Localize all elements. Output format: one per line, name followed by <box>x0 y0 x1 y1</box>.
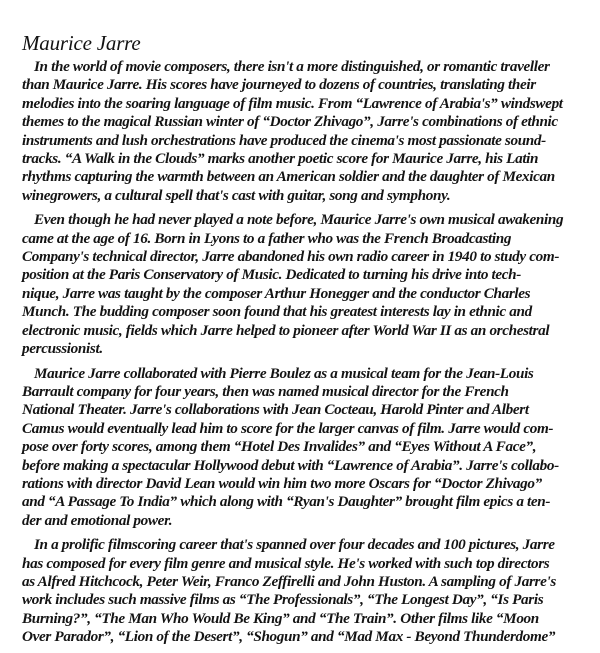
text-line: In a prolific filmscoring career that's spanned over four decades and 100 pictures, Jarre <box>34 536 555 554</box>
text-line: tracks. “A Walk in the Clouds” marks another poetic score for Maurice Jarre, his Latin <box>22 150 539 168</box>
paragraph-1 <box>22 58 582 205</box>
text-line: than Maurice Jarre. His scores have journeyed to dozens of countries, translating their <box>22 76 536 94</box>
text-line: National Theater. Jarre's collaborations with Jean Cocteau, Harold Pinter and Albert <box>22 401 529 419</box>
text-line: melodies into the soaring language of film music. From “Lawrence of Arabia's” windswept <box>22 94 563 112</box>
text-line: position at the Paris Conservatory of Music. Dedicated to turning his drive into tech- <box>22 266 521 284</box>
text-line: rations with director David Lean would win him two more Oscars for “Doctor Zhivago” <box>22 474 542 492</box>
text-line: rhythms capturing the warmth between an American soldier and the daughter of Mexican <box>22 168 555 186</box>
text-line: percussionist. <box>22 340 103 358</box>
document-title: Maurice Jarre <box>22 31 141 55</box>
text-line: as Alfred Hitchcock, Peter Weir, Franco Zeffirelli and John Huston. A sampling of Jarre's <box>22 572 556 590</box>
text-line: Maurice Jarre collaborated with Pierre Boulez as a musical team for the Jean-Louis <box>34 364 534 382</box>
text-line: Camus would eventually lead him to score for the larger canvas of film. Jarre would com- <box>22 419 554 437</box>
paragraph-3 <box>22 365 582 531</box>
text-line: and “A Passage To India” which along with “Ryan's Daughter” brought film epics a ten- <box>22 493 551 511</box>
text-line: winegrowers, a cultural spell that's cast with guitar, song and symphony. <box>22 186 451 204</box>
text-line: has composed for every film genre and musical style. He's worked with such top directors <box>22 554 550 572</box>
text-line: instruments and lush orchestrations have produced the cinema's most passionate sound- <box>22 131 546 149</box>
text-line: nique, Jarre was taught by the composer Arthur Honegger and the conductor Charles <box>22 284 531 302</box>
text-line: work includes such massive films as “The Professionals”, “The Longest Day”, “Is Paris <box>22 591 544 609</box>
text-line: Even though he had never played a note before, Maurice Jarre's own musical awakening <box>34 211 564 229</box>
text-line: Burning?”, “The Man Who Would Be King” and “The Train”. Other films like “Moon <box>22 609 539 627</box>
text-line: Munch. The budding composer soon found that his greatest interests lay in ethnic and <box>22 303 532 321</box>
text-line: electronic music, fields which Jarre helped to pioneer after World War II as an orchestral <box>22 321 550 339</box>
text-line: Company's technical director, Jarre abandoned his own radio career in 1940 to study com- <box>22 248 560 266</box>
text-line: themes to the magical Russian winter of “Doctor Zhivago”, Jarre's combinations of ethnic <box>22 113 558 131</box>
paragraph-4 <box>22 536 582 646</box>
paragraph-2 <box>22 211 582 358</box>
text-line: before making a spectacular Hollywood debut with “Lawrence of Arabia”. Jarre's collabo- <box>22 456 559 474</box>
document-page <box>22 30 582 653</box>
text-line: came at the age of 16. Born in Lyons to a father who was the French Broadcasting <box>22 229 512 247</box>
text-line: Barrault company for four years, then was named musical director for the French <box>22 382 509 400</box>
text-line: der and emotional power. <box>22 511 173 529</box>
text-line: pose over forty scores, among them “Hotel Des Invalides” and “Eyes Without A Face”, <box>22 438 537 456</box>
text-line: In the world of movie composers, there isn't a more distinguished, or romantic traveller <box>34 58 550 75</box>
text-line: Over Parador”, “Lion of the Desert”, “Shogun” and “Mad Max - Beyond Thunderdome” <box>22 628 556 646</box>
